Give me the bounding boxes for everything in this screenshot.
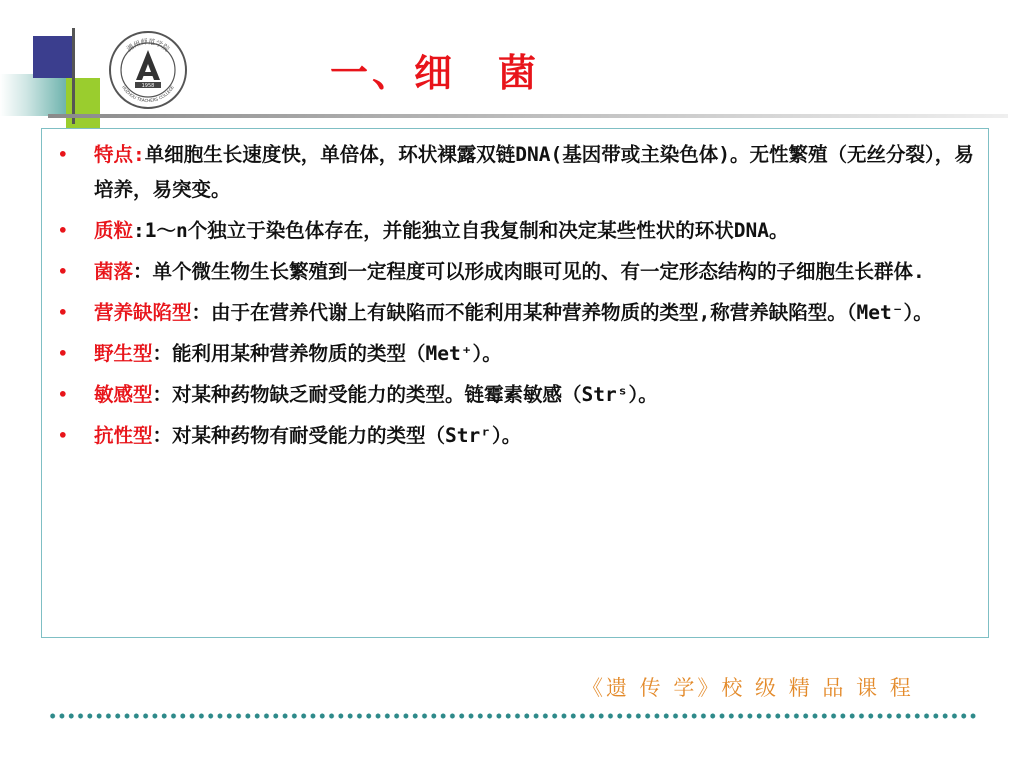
term: 营养缺陷型: [94, 301, 192, 324]
bullet-icon: •: [58, 344, 68, 363]
logo-year: 1958: [141, 83, 155, 89]
bullet-icon: •: [58, 145, 68, 164]
svg-text:湖州师范学院: 湖州师范学院: [125, 37, 171, 54]
definition: 单细胞生长速度快，单倍体，环状裸露双链DNA(基因带或主染色体)。无性繁殖（无丝分裂），易培养，易突变。: [94, 143, 974, 201]
list-item: [42, 418, 988, 453]
bullet-icon: •: [58, 262, 68, 281]
term: 质粒: [94, 219, 134, 242]
term: 野生型: [94, 342, 153, 365]
term: 敏感型: [94, 383, 153, 406]
decor-navy-square: [33, 36, 75, 78]
dotted-divider: [48, 712, 978, 720]
definition: ：对某种药物缺乏耐受能力的类型。链霉素敏感（Strˢ）。: [152, 383, 658, 406]
definition: ：能利用某种营养物质的类型（Met⁺）。: [152, 342, 502, 365]
definition: ：由于在营养代谢上有缺陷而不能利用某种营养物质的类型,称营养缺陷型。（Met⁻）。: [191, 301, 933, 324]
list-item: [42, 213, 988, 248]
list-item: [42, 295, 988, 330]
term: 菌落: [94, 260, 134, 283]
list-item: [42, 254, 988, 289]
definition: ：单个微生物生长繁殖到一定程度可以形成肉眼可见的、有一定形态结构的子细胞生长群体.: [133, 260, 925, 283]
course-footer: 《遗 传 学》校 级 精 品 课 程: [582, 676, 914, 700]
bullet-icon: •: [58, 303, 68, 322]
list-item: [42, 137, 988, 207]
slide-title: 一、细 菌: [330, 50, 541, 95]
decor-vertical-line: [72, 28, 75, 124]
definition: ：对某种药物有耐受能力的类型（Strʳ）。: [152, 424, 522, 447]
term: 抗性型: [94, 424, 153, 447]
list-item: [42, 377, 988, 412]
definition: :1～n个独立于染色体存在，并能独立自我复制和决定某些性状的环状DNA。: [133, 219, 789, 242]
content-box: [41, 128, 989, 638]
bullet-icon: •: [58, 426, 68, 445]
decor-horizontal-line: [48, 114, 1008, 118]
bullet-icon: •: [58, 385, 68, 404]
decor-teal-block: [0, 74, 66, 116]
list-item: [42, 336, 988, 371]
bullet-icon: •: [58, 221, 68, 240]
bullet-list: [42, 129, 988, 453]
svg-text:HUZHOU TEACHERS COLLEGE: HUZHOU TEACHERS COLLEGE: [121, 84, 175, 104]
term: 特点:: [94, 143, 145, 166]
college-logo: [108, 30, 188, 110]
